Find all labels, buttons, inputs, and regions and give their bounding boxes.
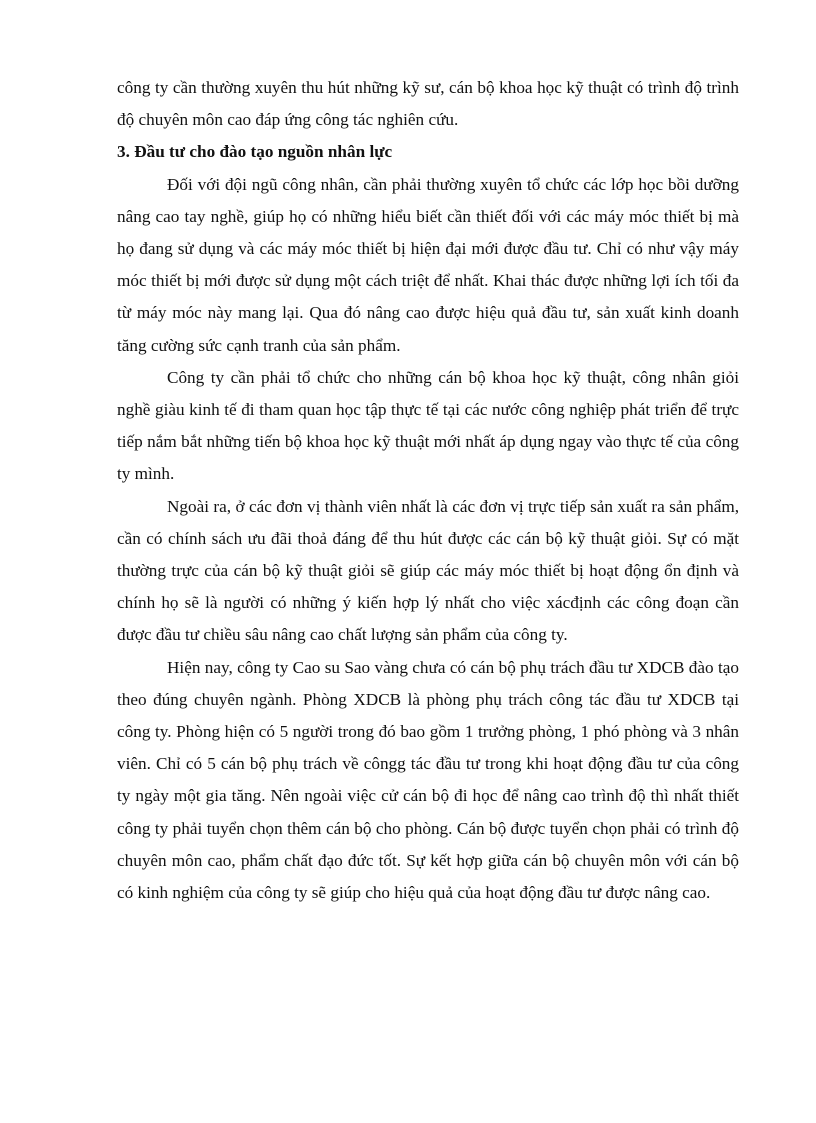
paragraph: Đối với đội ngũ công nhân, cần phải thường xuyên tổ chức các lớp học bồi dưỡng nâng cao tay nghề, giúp họ có những hiểu biết cần thiết đối với các máy móc thiết bị mà họ đang sử dụng và các máy móc thiết bị hiện đại mới được đầu tư. Chỉ có như vậy máy móc thiết bị mới được sử dụng một cách triệt để nhất. Khai thác được những lợi ích tối đa từ máy móc này mang lại. Qua đó nâng cao được hiệu quả đầu tư, sản xuất kinh doanh tăng cường sức cạnh tranh của sản phẩm. [117, 174, 739, 355]
paragraph: Ngoài ra, ở các đơn vị thành viên nhất là các đơn vị trực tiếp sản xuất ra sản phẩm, cần có chính sách ưu đãi thoả đáng để thu hút được các cán bộ kỹ thuật giỏi. Sự có mặt thường trực của cán bộ kỹ thuật giỏi sẽ giúp các máy móc thiết bị hoạt động ổn định và chính họ sẽ là người có những ý kiến hợp lý nhất cho việc xácđịnh các công đoạn cần được đầu tư chiều sâu nâng cao chất lượng sản phẩm của công ty. [117, 496, 739, 645]
section-heading: 3. Đầu tư cho đào tạo nguồn nhân lực [117, 142, 393, 162]
paragraph-continued: công ty cần thường xuyên thu hút những kỹ sư, cán bộ khoa học kỹ thuật có trình độ trình độ chuyên môn cao đáp ứng công tác nghiên cứu. [117, 78, 739, 130]
paragraph: Công ty cần phải tổ chức cho những cán bộ khoa học kỹ thuật, công nhân giỏi nghề giàu kinh tế đi tham quan học tập thực tế tại các nước công nghiệp phát triển để trực tiếp nắm bắt những tiến bộ khoa học kỹ thuật mới nhất áp dụng ngay vào thực tế của công ty mình. [117, 367, 739, 484]
document-body [117, 72, 739, 909]
paragraph: Hiện nay, công ty Cao su Sao vàng chưa có cán bộ phụ trách đầu tư XDCB đào tạo theo đúng chuyên ngành. Phòng XDCB là phòng phụ trách công tác đầu tư XDCB tại công ty. Phòng hiện có 5 người trong đó bao gồm 1 trưởng phòng, 1 phó phòng và 3 nhân viên. Chỉ có 5 cán bộ phụ trách về côngg tác đầu tư trong khi hoạt động đầu tư của công ty ngày một gia tăng. Nên ngoài việc cử cán bộ đi học để nâng cao trình độ thì nhất thiết công ty phải tuyển chọn thêm cán bộ cho phòng. Cán bộ được tuyển chọn phải có trình độ chuyên môn cao, phẩm chất đạo đức tốt. Sự kết hợp giữa cán bộ chuyên môn với cán bộ có kinh nghiệm của công ty sẽ giúp cho hiệu quả của hoạt động đầu tư được nâng cao. [117, 657, 739, 903]
